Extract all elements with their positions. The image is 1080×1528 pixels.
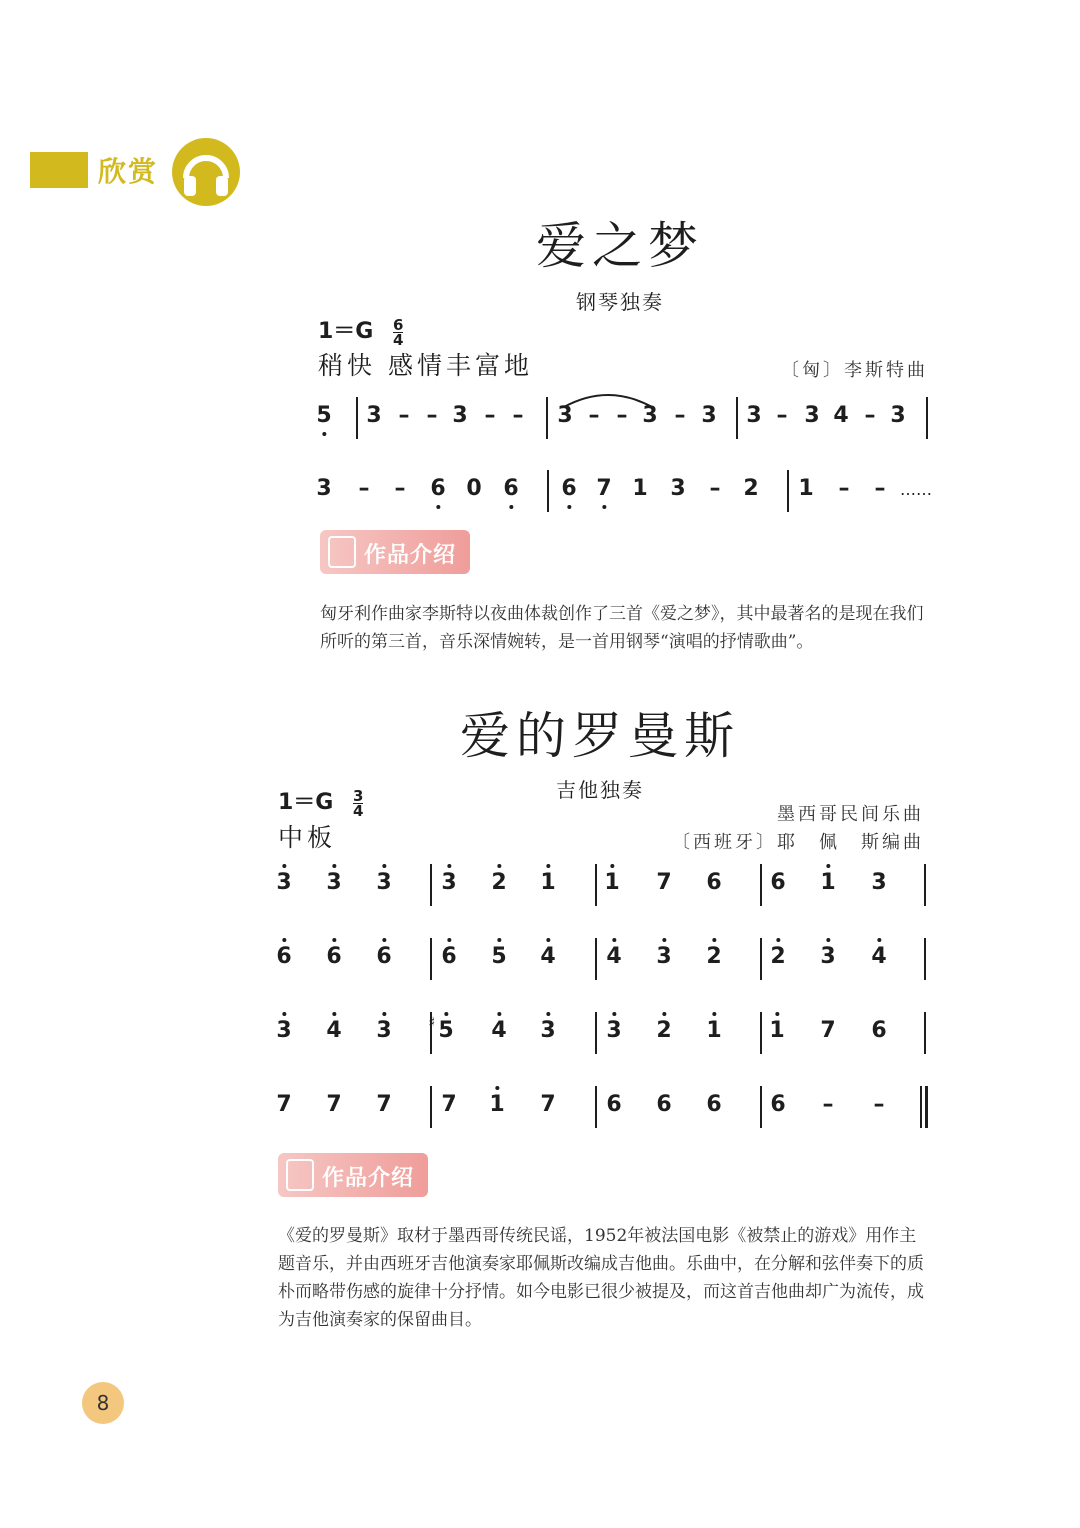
note: 5 ♯ [438, 1020, 453, 1042]
ellipsis: …… [900, 480, 932, 499]
piece1-title: 爱之梦 [536, 217, 704, 275]
dash: – [838, 476, 850, 501]
dash: – [709, 476, 721, 501]
barline [760, 1086, 762, 1128]
note: 3 [701, 403, 717, 428]
dash: – [484, 403, 496, 428]
barline [736, 397, 738, 439]
note: 2 [706, 946, 721, 968]
note: 1 [489, 1094, 504, 1116]
note: 5 [316, 405, 331, 427]
dash: – [616, 403, 628, 428]
piece2-staff-row-3 [0, 1015, 1080, 1080]
note: 3 [376, 1020, 391, 1042]
piece2-staff-row-4 [0, 1094, 1080, 1154]
barline [924, 864, 926, 906]
note: 2 [770, 946, 785, 968]
note: 6 [441, 946, 456, 968]
note: 3 [642, 403, 658, 428]
barline [924, 938, 926, 980]
piece2-subtitle: 吉他独奏 [556, 778, 644, 802]
barline [356, 397, 358, 439]
note: 3 [452, 403, 468, 428]
note: 6 [276, 946, 291, 968]
dash: – [358, 476, 370, 501]
section-bar [30, 152, 88, 188]
piece1-credit: 〔匈〕李斯特曲 [781, 360, 928, 381]
piece2-credit-2: 〔西班牙〕耶 佩 斯编曲 [672, 832, 924, 853]
dash: – [588, 403, 600, 428]
note: 7 [376, 1092, 392, 1117]
note: 1 [798, 476, 814, 501]
note: 1 [820, 872, 835, 894]
note: 3 [441, 872, 456, 894]
note: 3 [316, 476, 332, 501]
note: 3 [746, 403, 762, 428]
note: 6 [430, 478, 445, 500]
dash: – [874, 476, 886, 501]
dash: – [426, 403, 438, 428]
note: 6 [606, 1092, 622, 1117]
note: 3 [871, 870, 887, 895]
note: 7 [326, 1092, 342, 1117]
piece2-key: 1＝G $\frac{3}{4}$ [278, 786, 364, 820]
note: 6 [770, 870, 786, 895]
piece1-intro-text: 匈牙利作曲家李斯特以夜曲体裁创作了三首《爱之梦》，其中最著名的是现在我们所听的第三首，音乐深情婉转，是一首用钢琴“演唱的抒情歌曲”。 [320, 604, 924, 652]
piece1-subtitle: 钢琴独奏 [576, 290, 664, 314]
note: 6 [503, 478, 518, 500]
note: 1 [604, 872, 619, 894]
note: 4 [833, 403, 849, 428]
barline [920, 1086, 922, 1128]
section-label: 欣赏 [98, 155, 159, 188]
note: 3 [276, 1020, 291, 1042]
barline [430, 1086, 432, 1128]
note: 2 [743, 476, 759, 501]
piece2-time-signature: $\frac{3}{4}$ [353, 786, 364, 820]
piece1-tempo: 稍快 感情丰富地 [318, 351, 533, 380]
barline [546, 397, 548, 439]
note: 0 [466, 476, 482, 501]
page-number: 8 [82, 1382, 124, 1424]
note: 3 [376, 872, 391, 894]
note: 7 [596, 478, 611, 500]
note: 3 [656, 946, 671, 968]
dash: – [776, 403, 788, 428]
note: 7 [276, 1092, 292, 1117]
note: 3 [540, 1020, 555, 1042]
note: 7 [441, 1092, 457, 1117]
note: 3 [820, 946, 835, 968]
barline [595, 1012, 597, 1054]
note: 3 [557, 403, 573, 428]
note: 5 [491, 946, 506, 968]
dash: – [822, 1092, 834, 1117]
dash: – [512, 403, 524, 428]
document-icon [286, 1159, 314, 1191]
piece1-key: 1＝G $\frac{6}{4}$ [318, 315, 404, 349]
note: 3 [890, 403, 906, 428]
note: 6 [376, 946, 391, 968]
piece2-staff-row-1 [0, 872, 1080, 932]
barline [760, 1012, 762, 1054]
barline [595, 1086, 597, 1128]
note: 3 [366, 403, 382, 428]
note: 3 [606, 1020, 621, 1042]
note: 2 [491, 872, 506, 894]
dash: – [864, 403, 876, 428]
barline [430, 938, 432, 980]
note: 4 [540, 946, 555, 968]
piece2-tempo: 中板 [278, 823, 337, 852]
note: 4 [871, 946, 886, 968]
document-icon [328, 536, 356, 568]
barline [787, 470, 789, 512]
note: 6 [706, 870, 722, 895]
note: 6 [656, 1092, 672, 1117]
note: 6 [770, 1092, 786, 1117]
note: 6 [706, 1092, 722, 1117]
barline [595, 864, 597, 906]
note: 1 [706, 1020, 721, 1042]
note: 3 [326, 872, 341, 894]
note: 3 [804, 403, 820, 428]
note: 4 [606, 946, 621, 968]
barline [926, 397, 928, 439]
note: 4 [326, 1020, 341, 1042]
note: 3 [670, 476, 686, 501]
note: 2 [656, 1020, 671, 1042]
piece2-credit-1: 墨西哥民间乐曲 [777, 804, 924, 825]
barline [547, 470, 549, 512]
piece2-title: 爱的罗曼斯 [460, 707, 740, 765]
intro-badge-1: 作品介绍 [320, 530, 470, 574]
barline [760, 864, 762, 906]
barline [924, 1012, 926, 1054]
note: 6 [326, 946, 341, 968]
piece1-staff-row-1 [0, 405, 1080, 465]
note: 6 [561, 478, 576, 500]
note: 1 [769, 1020, 784, 1042]
note: 7 [656, 870, 672, 895]
piece2-staff-row-2 [0, 946, 1080, 1006]
note: 1 [632, 476, 648, 501]
piece1-time-signature: $\frac{6}{4}$ [393, 315, 404, 349]
barline [595, 938, 597, 980]
intro-badge-2: 作品介绍 [278, 1153, 428, 1197]
dash: – [873, 1092, 885, 1117]
note: 1 [540, 872, 555, 894]
note: 7 [820, 1018, 836, 1043]
note: 7 [540, 1092, 556, 1117]
note: 6 [871, 1018, 887, 1043]
dash: – [398, 403, 410, 428]
headphones-icon [172, 138, 240, 206]
barline [430, 864, 432, 906]
note: 3 [276, 872, 291, 894]
barline [760, 938, 762, 980]
dash: – [674, 403, 686, 428]
final-barline [925, 1086, 928, 1128]
dash: – [394, 476, 406, 501]
note: 4 [491, 1020, 506, 1042]
piece2-intro-text: 《爱的罗曼斯》取材于墨西哥传统民谣，1952年被法国电影《被禁止的游戏》用作主题音乐，并由西班牙吉他演奏家耶佩斯改编成吉他曲。乐曲中，在分解和弦伴奏下的质朴而略带伤感的旋律十分抒情。如今电影已很少被提及，而这首吉他曲却广为流传，成为吉他演奏家的保留曲目。 [278, 1226, 924, 1330]
